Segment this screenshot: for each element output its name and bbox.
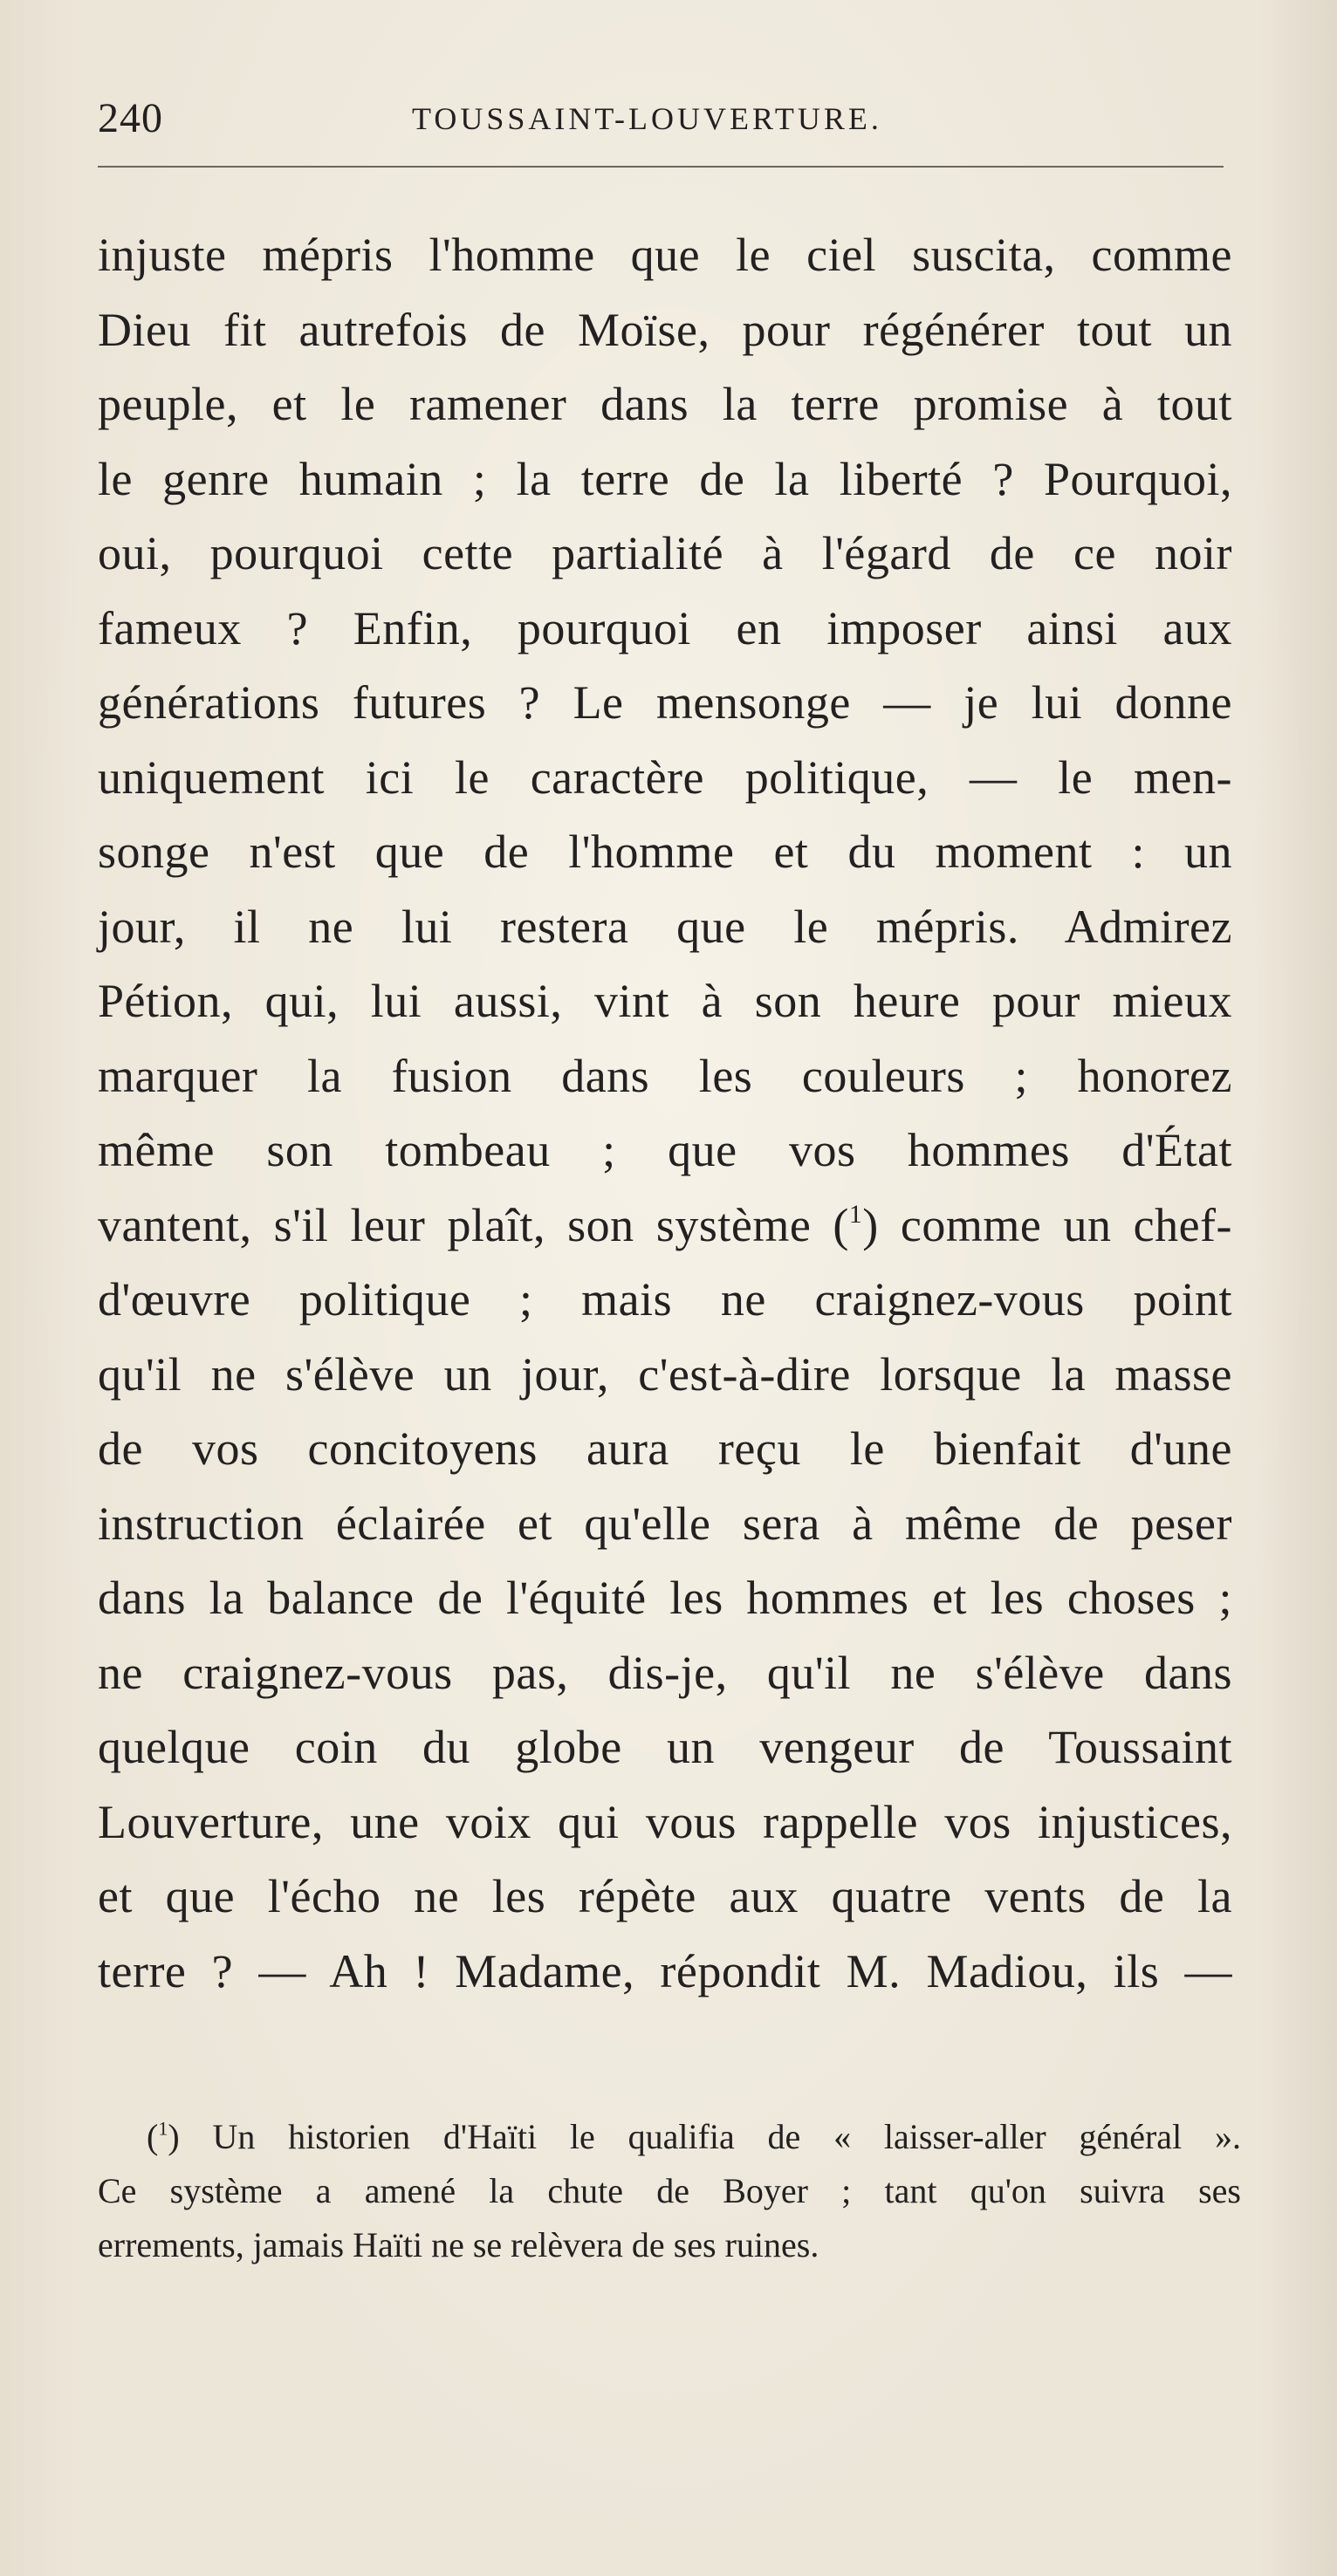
body-text <box>98 218 1232 2009</box>
running-title: TOUSSAINT-LOUVERTURE. <box>412 101 882 136</box>
text-line-22: Louverture, une voix qui vous rappelle vos injustices, <box>98 1795 1232 1848</box>
footnote <box>98 2110 1241 2272</box>
text-line-14-end: comme un chef- <box>900 1198 1233 1251</box>
text-line-4: le genre humain ; la terre de la liberté ? Pourquoi, <box>98 452 1232 505</box>
page-header <box>98 87 1224 150</box>
text-line-10: jour, il ne lui restera que le mépris. Admirez <box>98 900 1232 953</box>
text-line-16: qu'il ne s'élève un jour, c'est-à-dire lorsque la masse <box>98 1347 1232 1401</box>
footnote-line-3: errements, jamais Haïti ne se relèvera de ses ruines. <box>98 2225 819 2264</box>
text-line-17: de vos concitoyens aura reçu le bienfait d'une <box>98 1422 1232 1475</box>
footnote-reference[interactable]: 1 <box>848 1200 863 1229</box>
print-mark <box>463 2522 468 2552</box>
text-line-7: générations futures ? Le mensonge — je lui donne <box>98 676 1232 729</box>
text-line-13: même son tombeau ; que vos hommes d'État <box>98 1124 1232 1176</box>
text-line-15: d'œuvre politique ; mais ne craignez-vous point <box>98 1273 1232 1326</box>
text-line-23: et que l'écho ne les répète aux quatre vents de la <box>98 1870 1232 1922</box>
text-line-5: oui, pourquoi cette partialité à l'égard de ce noir <box>98 527 1232 579</box>
text-line-9: songe n'est que de l'homme et du moment : un <box>98 826 1232 878</box>
text-line-12: marquer la fusion dans les couleurs ; honorez <box>98 1049 1232 1102</box>
text-line-6: fameux ? Enfin, pourquoi en imposer ainsi aux <box>98 601 1232 654</box>
text-line-14-start: vantent, s'il leur plaît, son système <box>98 1198 812 1251</box>
text-line-3: peuple, et le ramener dans la terre promise à tout <box>98 378 1232 430</box>
footnote-line-1: ($^1$) Un historien d'Haïti le qualifia de « laisser-aller général ». <box>147 2117 1241 2156</box>
text-line-2: Dieu fit autrefois de Moïse, pour régénérer tout un <box>98 303 1232 356</box>
footnote-line-1-text: Un historien d'Haïti le qualifia de « laisser-aller général ». <box>212 2117 1241 2156</box>
text-line-21: quelque coin du globe un vengeur de Toussaint <box>98 1721 1232 1773</box>
text-line-20: ne craignez-vous pas, dis-je, qu'il ne s'élève dans <box>98 1646 1232 1699</box>
text-line-19: dans la balance de l'équité les hommes et les choses ; <box>98 1572 1232 1624</box>
footnote-marker: 1 <box>158 2117 168 2140</box>
page-number: 240 <box>98 95 163 141</box>
footnote-line-2: Ce système a amené la chute de Boyer ; tant qu'on suivra ses <box>98 2171 1241 2210</box>
text-line-8: uniquement ici le caractère politique, — le men- <box>98 750 1232 804</box>
header-rule <box>98 166 1224 168</box>
text-line-1: injuste mépris l'homme que le ciel suscita, comme <box>98 229 1232 281</box>
text-line-18: instruction éclairée et qu'elle sera à même de peser <box>98 1497 1232 1550</box>
text-line-24: terre ? — Ah ! Madame, répondit M. Madiou, ils — <box>98 1944 1232 1997</box>
text-line-14: vantent, s'il leur plaît, son système ($^1$) comme un chef- <box>98 1198 1233 1251</box>
text-line-11: Pétion, qui, lui aussi, vint à son heure pour mieux <box>98 975 1232 1027</box>
